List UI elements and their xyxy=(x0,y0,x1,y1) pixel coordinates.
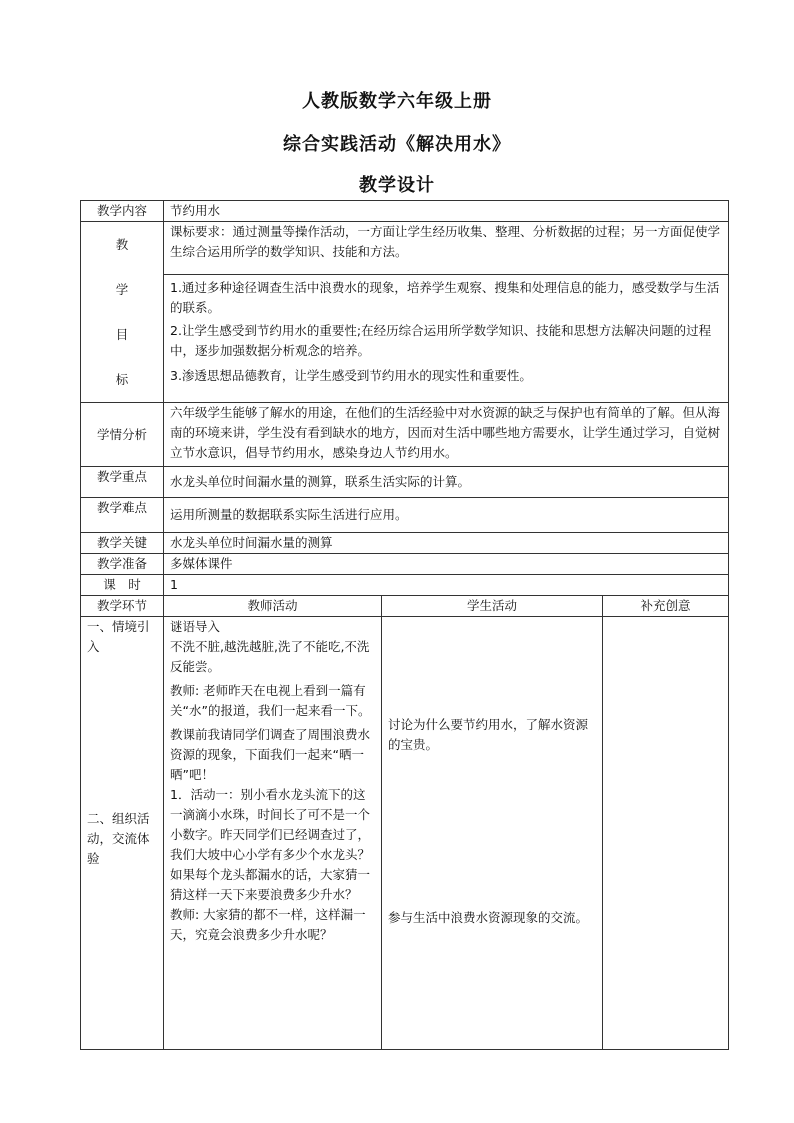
difficulty-value: 运用所测量的数据联系实际生活进行应用。 xyxy=(164,498,729,533)
goals-label-char: 学 xyxy=(115,282,129,297)
document-heading: 教学设计 xyxy=(359,175,435,196)
table-row xyxy=(81,274,729,402)
analysis-value: 六年级学生能够了解水的用途，在他们的生活经验中对水资源的缺乏与保护也有简单的了解。但从海南的环境来讲，学生没有看到缺水的地方，因而对生活中哪些地方需要水，让学生通过学习，自觉树立节水意识，倡导节约用水，感染身边人节约用水。 xyxy=(164,403,729,467)
student-line: 讨论为什么要节约用水，了解水资源的宝贵。 xyxy=(388,717,589,752)
period-label: 课 时 xyxy=(81,575,164,596)
content-label: 教学内容 xyxy=(81,201,164,222)
table-row xyxy=(81,498,729,533)
extra-cell xyxy=(603,617,729,1050)
table-row xyxy=(81,403,729,467)
student-line: 参与生活中浪费水资源现象的交流。 xyxy=(388,910,589,925)
stage-cell xyxy=(81,617,164,1050)
header-teacher: 教师活动 xyxy=(164,596,382,617)
table-row xyxy=(81,222,729,275)
teacher-activity-cell xyxy=(164,617,382,1050)
teacher-line: 教师: 大家猜的都不一样，这样漏一天，究竟会浪费多少升水呢？ xyxy=(170,907,366,942)
crux-value: 水龙头单位时间漏水量的测算 xyxy=(164,533,729,554)
goals-label xyxy=(81,222,164,403)
teacher-line: 1．活动一：别小看水龙头流下的这一滴滴小水珠，时间长了可不是一个小数字。昨天同学们已经调查过了，我们大坡中心小学有多少个水龙头？如果每个龙头都漏水的话，大家猜一猜这样一天下来要浪费多少升水？ xyxy=(170,787,371,902)
prep-value: 多媒体课件 xyxy=(164,554,729,575)
difficulty-label: 教学难点 xyxy=(81,498,164,533)
table-row xyxy=(81,554,729,575)
goals-label-char: 标 xyxy=(115,372,129,387)
goals-label-char: 目 xyxy=(115,327,129,342)
student-activity-cell xyxy=(382,617,603,1050)
teacher-line: 谜语导入 xyxy=(170,619,221,634)
header-extra: 补充创意 xyxy=(603,596,729,617)
table-row xyxy=(81,533,729,554)
stage-2: 二、组织活动，交流体验 xyxy=(87,811,150,866)
goal-item: 1.通过多种途径调查生活中浪费水的现象，培养学生观察、搜集和处理信息的能力，感受数学与生活的联系。 xyxy=(170,279,720,315)
content-value: 节约用水 xyxy=(164,201,729,222)
goals-list xyxy=(164,274,729,402)
table-row xyxy=(81,201,729,222)
goals-label-char: 教 xyxy=(115,237,129,252)
analysis-label: 学情分析 xyxy=(81,403,164,467)
teacher-line: 教课前我请同学们调查了周围浪费水资源的现象，下面我们一起来“晒一晒”吧！ xyxy=(170,727,371,782)
document-title: 人教版数学六年级上册 xyxy=(302,91,492,112)
period-value: 1 xyxy=(164,575,729,596)
table-row xyxy=(81,617,729,1050)
document-subtitle: 综合实践活动《解决用水》 xyxy=(283,134,511,155)
table-row xyxy=(81,467,729,498)
header-student: 学生活动 xyxy=(382,596,603,617)
header-stage: 教学环节 xyxy=(81,596,164,617)
prep-label: 教学准备 xyxy=(81,554,164,575)
key-label: 教学重点 xyxy=(81,467,164,498)
goal-item: 3.渗透思想品德教育，让学生感受到节约用水的现实性和重要性。 xyxy=(170,367,532,383)
teacher-line: 不洗不脏,越洗越脏,洗了不能吃,不洗反能尝。 xyxy=(170,639,370,674)
stage-1: 一、情境引入 xyxy=(87,619,150,654)
teacher-line: 教师: 老师昨天在电视上看到一篇有关“水”的报道，我们一起来看一下。 xyxy=(170,683,371,718)
table-row xyxy=(81,575,729,596)
goals-requirement: 课标要求：通过测量等操作活动，一方面让学生经历收集、整理、分析数据的过程；另一方面促使学生综合运用所学的数学知识、技能和方法。 xyxy=(164,222,729,275)
key-value: 水龙头单位时间漏水量的测算，联系生活实际的计算。 xyxy=(164,467,729,498)
lesson-plan-table xyxy=(80,200,729,1050)
table-header-row xyxy=(81,596,729,617)
crux-label: 教学关键 xyxy=(81,533,164,554)
goal-item: 2.让学生感受到节约用水的重要性;在经历综合运用所学数学知识、技能和思想方法解决问题的过程中，逐步加强数据分析观念的培养。 xyxy=(170,322,712,358)
